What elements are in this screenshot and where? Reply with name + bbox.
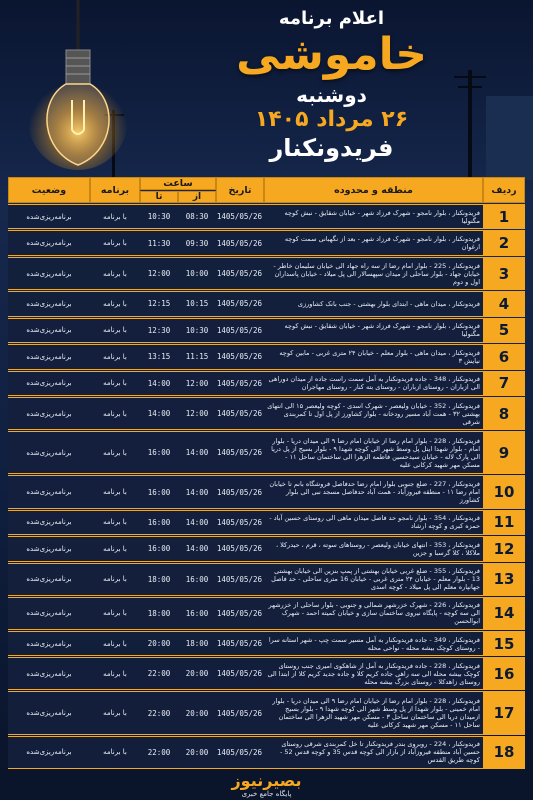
row-index: 3: [483, 257, 525, 290]
row-time-from: 14:00: [178, 536, 216, 561]
row-status: برنامه‌ریزی‌شده: [8, 631, 90, 656]
col-row: ردیف: [483, 177, 525, 203]
row-program: با برنامه: [90, 371, 140, 396]
row-time-from: 14:00: [178, 510, 216, 535]
row-program: با برنامه: [90, 597, 140, 630]
row-area: فریدونکنار ، بلوار نامجو - شهرک فرزاد شهر - بعد از نگهبانی سمت کوچه ارغوان: [264, 230, 483, 255]
row-date: 1405/05/26: [216, 257, 264, 290]
row-index: 6: [483, 344, 525, 369]
row-date: 1405/05/26: [216, 344, 264, 369]
row-index: 8: [483, 397, 525, 430]
row-time-from: 14:00: [178, 475, 216, 508]
row-program: با برنامه: [90, 657, 140, 690]
row-time-from: 11:15: [178, 344, 216, 369]
row-time-from: 10:15: [178, 291, 216, 316]
row-program: با برنامه: [90, 691, 140, 734]
row-program: با برنامه: [90, 230, 140, 255]
day-label: دوشنبه: [296, 83, 367, 107]
row-date: 1405/05/26: [216, 657, 264, 690]
row-date: 1405/05/26: [216, 691, 264, 734]
table-body: [8, 204, 525, 769]
row-index: 11: [483, 510, 525, 535]
row-status: برنامه‌ریزی‌شده: [8, 344, 90, 369]
row-area: فریدونکنار ، 348 - جاده فریدونکنار به آمل سمت راست جاده از میدان دوراهی الی ازباران - روستای ازباران - روستای بته کنار - روستای مهاجران: [264, 371, 483, 396]
row-time-to: 18:00: [140, 597, 178, 630]
row-program: با برنامه: [90, 204, 140, 229]
table-row: [8, 631, 525, 656]
row-status: برنامه‌ریزی‌شده: [8, 563, 90, 596]
row-program: با برنامه: [90, 318, 140, 343]
row-status: برنامه‌ریزی‌شده: [8, 291, 90, 316]
row-index: 15: [483, 631, 525, 656]
table-row: [8, 257, 525, 290]
row-index: 9: [483, 431, 525, 474]
row-time-from: 09:30: [178, 230, 216, 255]
row-date: 1405/05/26: [216, 475, 264, 508]
row-program: با برنامه: [90, 510, 140, 535]
col-status: وضعیت: [8, 177, 90, 203]
row-status: برنامه‌ریزی‌شده: [8, 536, 90, 561]
row-time-to: 14:00: [140, 397, 178, 430]
row-time-to: 18:00: [140, 563, 178, 596]
row-status: برنامه‌ریزی‌شده: [8, 475, 90, 508]
row-time-from: 08:30: [178, 204, 216, 229]
row-status: برنامه‌ریزی‌شده: [8, 510, 90, 535]
row-index: 4: [483, 291, 525, 316]
row-area: فریدونکنار ، 354 - بلوار نامجو حد فاصل میدان ماهی الی روستای حسین آباد - حمزه کبری و کوچه ارشاد: [264, 510, 483, 535]
row-status: برنامه‌ریزی‌شده: [8, 736, 90, 769]
table-header: [8, 177, 525, 203]
row-area: فریدونکنار ، 224 - روبروی بندر فریدونکنار تا خل کمربندی شرقی روستای حسین آباد منطقه فیروزآباد از بازار الی کوچه قدس 35 و کوچه قدس 52 - کوچه طریق القدس: [264, 736, 483, 769]
row-time-to: 22:00: [140, 657, 178, 690]
row-date: 1405/05/26: [216, 397, 264, 430]
row-time-to: 12:00: [140, 257, 178, 290]
table-row: [8, 563, 525, 596]
row-date: 1405/05/26: [216, 536, 264, 561]
light-bulb-icon: [28, 0, 128, 175]
row-status: برنامه‌ریزی‌شده: [8, 230, 90, 255]
row-index: 2: [483, 230, 525, 255]
row-index: 18: [483, 736, 525, 769]
table-row: [8, 431, 525, 474]
row-time-to: 16:00: [140, 475, 178, 508]
brand-tagline: پایگاه جامع خبری: [241, 790, 292, 798]
row-time-from: 16:00: [178, 597, 216, 630]
row-time-to: 20:00: [140, 631, 178, 656]
row-date: 1405/05/26: [216, 563, 264, 596]
table-row: [8, 291, 525, 316]
row-time-to: 11:30: [140, 230, 178, 255]
row-area: فریدونکنار ، بلوار نامجو - شهرک فرزاد شهر - خیابان شقایق - نبش کوچه مگنولیا: [264, 204, 483, 229]
row-status: برنامه‌ریزی‌شده: [8, 431, 90, 474]
brand-logo: بصیرنیوز: [231, 771, 302, 790]
date-label: ۲۶ مرداد ۱۴۰۵: [254, 107, 409, 132]
row-program: با برنامه: [90, 257, 140, 290]
row-status: برنامه‌ریزی‌شده: [8, 397, 90, 430]
row-time-from: 20:00: [178, 736, 216, 769]
col-program: برنامه: [90, 177, 140, 203]
row-time-from: 20:00: [178, 657, 216, 690]
header: [140, 6, 523, 172]
row-status: برنامه‌ریزی‌شده: [8, 657, 90, 690]
row-status: برنامه‌ریزی‌شده: [8, 371, 90, 396]
row-time-from: 12:00: [178, 397, 216, 430]
table-row: [8, 204, 525, 229]
row-date: 1405/05/26: [216, 230, 264, 255]
row-time-to: 16:00: [140, 510, 178, 535]
row-time-to: 22:00: [140, 691, 178, 734]
outage-table: [8, 176, 525, 770]
row-time-to: 16:00: [140, 536, 178, 561]
row-date: 1405/05/26: [216, 291, 264, 316]
table-row: [8, 318, 525, 343]
table-row: [8, 597, 525, 630]
row-index: 10: [483, 475, 525, 508]
row-program: با برنامه: [90, 291, 140, 316]
table-row: [8, 691, 525, 734]
col-date: تاریخ: [216, 177, 264, 203]
row-date: 1405/05/26: [216, 510, 264, 535]
row-status: برنامه‌ریزی‌شده: [8, 257, 90, 290]
col-from: از: [178, 191, 216, 203]
row-time-from: 20:00: [178, 691, 216, 734]
row-index: 13: [483, 563, 525, 596]
row-time-from: 12:00: [178, 371, 216, 396]
row-date: 1405/05/26: [216, 597, 264, 630]
row-area: فریدونکنار ، 225 - بلوار امام رضا از سه راه جهاد الی خیابان سلیمان خاطر - خیابان جهاد - بلوار ساحلی از میدان سپهسالار الی پل میلاد - خیابان پاسداران اول و دوم: [264, 257, 483, 290]
row-time-from: 14:00: [178, 431, 216, 474]
row-time-to: 13:15: [140, 344, 178, 369]
row-area: فریدونکنار ، 349 - جاده فریدونکنار به آمل مسیر سمت چپ - شهر استانه سرا - روستای کوچک بیشه محله - نواحی محله: [264, 631, 483, 656]
table-row: [8, 536, 525, 561]
table-row: [8, 344, 525, 369]
row-program: با برنامه: [90, 397, 140, 430]
row-date: 1405/05/26: [216, 204, 264, 229]
table-row: [8, 371, 525, 396]
row-index: 1: [483, 204, 525, 229]
row-time-to: 16:00: [140, 431, 178, 474]
row-area: فریدونکنار ، 228 - جاده فریدونکنار به آمل از شاهکوی امیری جنب روستای کوچک بیشه محله الی سه راهی جاده کریم کلا و جاده جدید کریم کلا از ابتدا الی روستای زاهدکلا - روستای بزرگ بیشه محله: [264, 657, 483, 690]
row-index: 7: [483, 371, 525, 396]
row-area: فریدونکنار ، 353 - انتهای خیابان ولیعصر - روستاهای سوته ، قرم ، حیدرکلا ، ملاکلا ، کلا گرسبا و جزین: [264, 536, 483, 561]
row-date: 1405/05/26: [216, 371, 264, 396]
row-date: 1405/05/26: [216, 631, 264, 656]
row-status: برنامه‌ریزی‌شده: [8, 318, 90, 343]
row-time-from: 16:00: [178, 563, 216, 596]
col-to: تا: [140, 191, 178, 203]
row-status: برنامه‌ریزی‌شده: [8, 597, 90, 630]
row-program: با برنامه: [90, 431, 140, 474]
page-title: خاموشی: [236, 29, 427, 80]
footer: [0, 772, 533, 798]
row-time-from: 10:30: [178, 318, 216, 343]
table-row: [8, 475, 525, 508]
row-area: فریدونکنار ، 228 - بلوار امام رضا از خیابان امام رضا ۹ الی میدان دریا - بلوار امام - بلوار شهدا اینل پل وسط شهر الی کوچه شهدا ۹ - بلوار بسیج از پل دریا الی پارک لاله - خیابان سیدحسین فاطمه الزهرا الی ساختمان ساحل ۱۱ - مسکن مهر شهید کرکانی علیه: [264, 431, 483, 474]
row-date: 1405/05/26: [216, 318, 264, 343]
row-time-to: 12:15: [140, 291, 178, 316]
row-time-to: 22:00: [140, 736, 178, 769]
col-time: ساعت: [140, 177, 216, 190]
row-area: فریدونکنار ، میدان ماهی - بلوار معلم - خیابان ۲۴ متری غربی - مابین کوچه نیایش ۳: [264, 344, 483, 369]
row-area: فریدونکنار ، بلوار نامجو - شهرک فرزاد شهر - خیابان شقایق - نبش کوچه مگنولیا: [264, 318, 483, 343]
row-time-to: 10:30: [140, 204, 178, 229]
row-area: فریدونکنار ، میدان ماهی - ابتدای بلوار بهشتی - جنب بانک کشاورزی: [264, 291, 483, 316]
row-program: با برنامه: [90, 563, 140, 596]
table-row: [8, 230, 525, 255]
table-row: [8, 736, 525, 769]
row-area: فریدونکنار ، 226 - شهرک خزرشهر شمالی و جنوبی - بلوار ساحلی از خزرشهر الی سه ‌کوچه - پایگاه نیروی ساختمان سازی و خیابان کمیته احمد - شهرک ابوالحسن: [264, 597, 483, 630]
row-program: با برنامه: [90, 631, 140, 656]
row-program: با برنامه: [90, 736, 140, 769]
table-row: [8, 510, 525, 535]
row-time-from: 18:00: [178, 631, 216, 656]
row-date: 1405/05/26: [216, 431, 264, 474]
row-area: فریدونکنار ، 355 - ضلع غربی خیابان بهشتی از پمپ بنزین الی خیابان بهشتی 13 - بلوار معلم - خیابان ۲۴ متری غربی - خیابان 16 متری ساحلی - حد فاصل جهانپاره معلم الی پل میلاد - کوچه اسدی: [264, 563, 483, 596]
row-date: 1405/05/26: [216, 736, 264, 769]
row-time-to: 14:00: [140, 371, 178, 396]
city-label: فریدونکنار: [269, 134, 394, 162]
row-index: 16: [483, 657, 525, 690]
row-index: 14: [483, 597, 525, 630]
row-time-from: 10:00: [178, 257, 216, 290]
table-row: [8, 657, 525, 690]
row-index: 5: [483, 318, 525, 343]
row-time-to: 12:30: [140, 318, 178, 343]
row-area: فریدونکنار ، 227 - ضلع جنوبی بلوار امام رضا حدفاصل فروشگاه بانم تا خیابان امام رضا ۱۱ - منطقه فیروزآباد - همت آباد حدفاصل مسجد نبی الی بلوار کشاورز: [264, 475, 483, 508]
col-area: منطقه و محدوده: [264, 177, 483, 203]
row-status: برنامه‌ریزی‌شده: [8, 204, 90, 229]
row-program: با برنامه: [90, 475, 140, 508]
row-index: 17: [483, 691, 525, 734]
row-status: برنامه‌ریزی‌شده: [8, 691, 90, 734]
announcement-label: اعلام برنامه: [278, 8, 385, 29]
row-area: فریدونکنار ، 228 - بلوار امام رضا از خیابان امام رضا ۹ الی میدان دریا - بلوار امام خمینی - بلوار شهدا از پل وسط شهر الی کوچه شهدا ۹ - بلوار بسیج ازمیدان دریا الی ساختمان ساحل ۳ - مسکن مهر شهید الزهرا الی ساختمان ساحل ۱۱ - مسکن مهر شهید کرکانی علیه: [264, 691, 483, 734]
row-area: فریدونکنار ، 352 - خیابان ولیعصر - شهرک اسدی - کوچه ولیعصر ۱۵ الی انتهای بهشتی ۳۲ - همت آباد مسیر رودخانه - بلوار کشاورز از پل اول تا کمربندی شرقی: [264, 397, 483, 430]
table-row: [8, 397, 525, 430]
row-program: با برنامه: [90, 344, 140, 369]
row-index: 12: [483, 536, 525, 561]
row-program: با برنامه: [90, 536, 140, 561]
